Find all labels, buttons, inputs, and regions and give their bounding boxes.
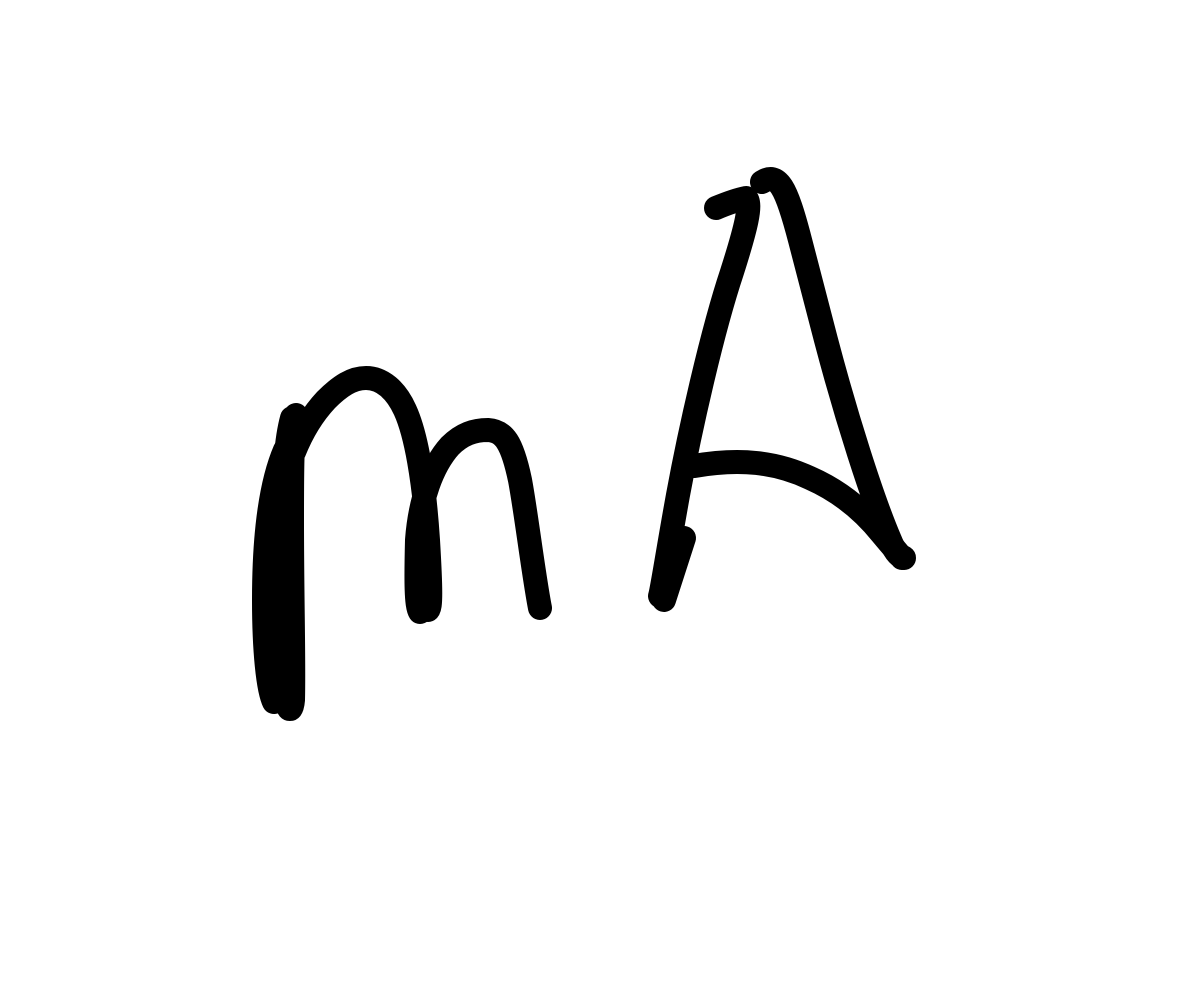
handwritten-letter-a xyxy=(660,179,904,600)
handwritten-letter-m xyxy=(264,378,540,709)
